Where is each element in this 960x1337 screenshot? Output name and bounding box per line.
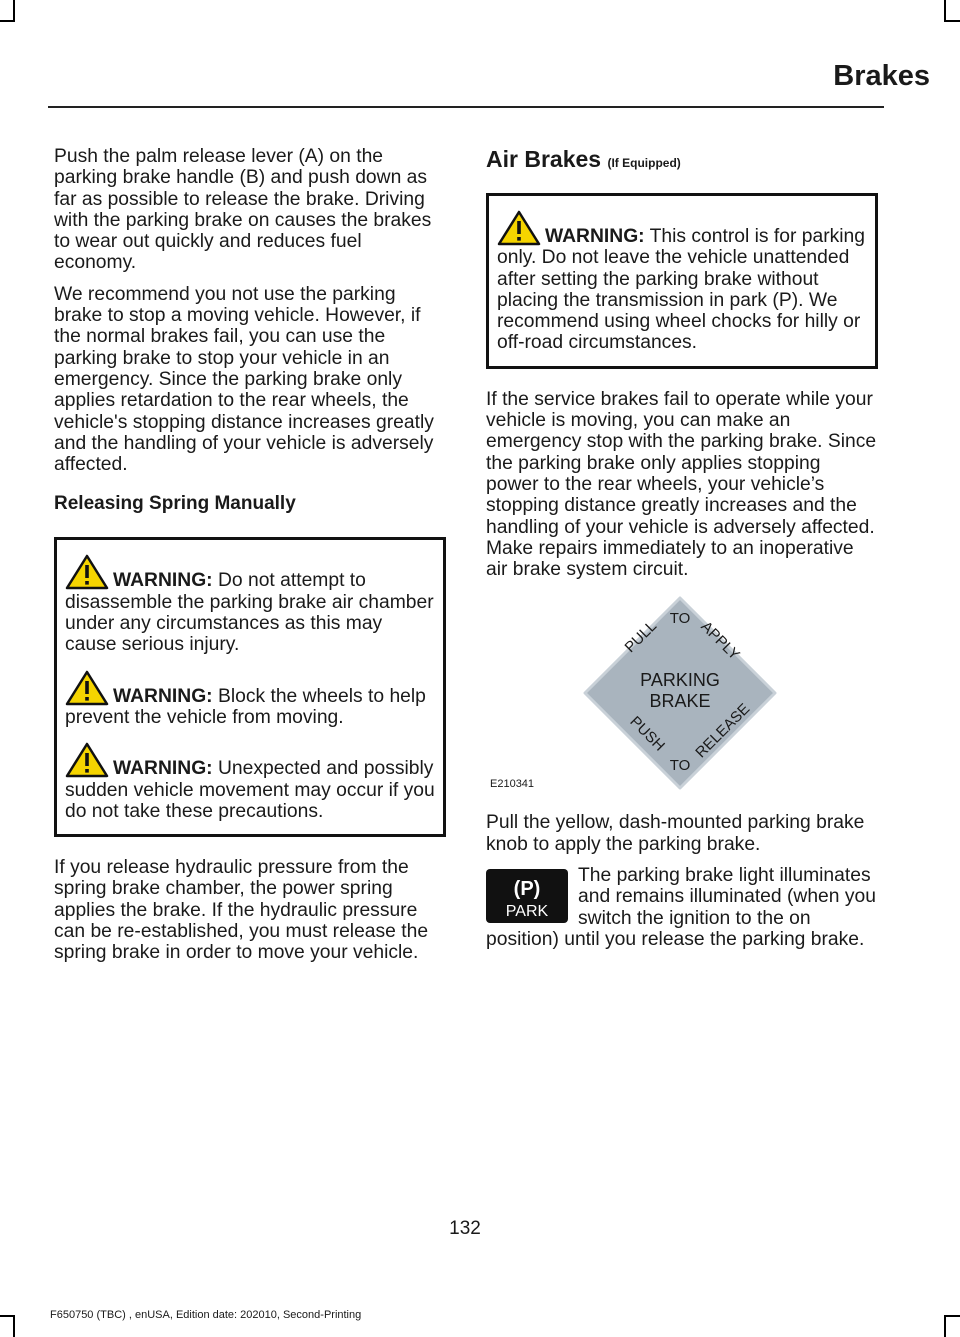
sign-text-to-bottom: TO [669, 757, 691, 775]
heading-note: (If Equipped) [607, 156, 681, 170]
warning-label: WARNING: [113, 570, 213, 592]
right-column [486, 146, 878, 960]
warning-triangle-icon [497, 210, 541, 246]
warning-item [65, 742, 437, 822]
sign-text-push: PUSH [626, 713, 668, 756]
warning-text: Block the wheels to help prevent the vehicle from moving. [65, 685, 426, 728]
park-icon-symbol: (P) [513, 878, 541, 901]
crop-mark [944, 1315, 946, 1337]
left-column [54, 146, 446, 974]
header-rule [48, 106, 884, 108]
paragraph: If the service brakes fail to operate while your vehicle is moving, you can make an emergency stop with the parking brake. Since the parking brake only applies stopping power to the rear wheels, your vehicle’s stopping distance greatly increases and the handling of your vehicle is adversely affected. Make repairs immediately to an inoperative air brake system circuit. [486, 388, 877, 581]
parking-brake-sign-illustration [486, 590, 878, 790]
section-heading [486, 146, 878, 173]
sign-text-brake: BRAKE [649, 691, 711, 712]
crop-mark [0, 1315, 15, 1317]
park-icon-label: PARK [505, 903, 549, 921]
warning-triangle-icon [65, 742, 109, 778]
warning-text: Unexpected and possibly sudden vehicle movement may occur if you do not take these precautions. [65, 758, 435, 822]
paragraph: The parking brake light illuminates and remains illuminated (when you switch the ignition to the on position) until you release the parking brake. [486, 865, 876, 950]
paragraph: Push the palm release lever (A) on the parking brake handle (B) and push down as far as possible to release the brake. Driving with the parking brake on causes the brakes to wear out quickly and reduces fuel economy. [54, 146, 432, 274]
warning-label: WARNING: [113, 758, 213, 780]
crop-mark [944, 20, 960, 22]
sign-text-release: RELEASE [692, 700, 754, 762]
crop-mark [944, 1315, 960, 1317]
warning-box [54, 537, 446, 837]
crop-mark [13, 1315, 15, 1337]
sign-text-parking: PARKING [640, 670, 720, 691]
park-light-paragraph [486, 865, 878, 950]
heading-text: Air Brakes [486, 146, 602, 172]
paragraph: We recommend you not use the parking brake to stop a moving vehicle. However, if the normal brakes fail, you can use the parking brake to stop your vehicle in an emergency. Since the parking brake only applies retardation to the rear wheels, the vehicle's stopping distance increases greatly and the handling of your vehicle is adversely affected. [54, 283, 434, 476]
warning-item [65, 554, 437, 655]
footer-text: F650750 (TBC) , enUSA, Edition date: 202010, Second-Printing [50, 1309, 362, 1321]
warning-label: WARNING: [113, 685, 213, 707]
warning-item [65, 670, 437, 729]
paragraph: If you release hydraulic pressure from the spring brake chamber, the power spring applies the brake. If the hydraulic pressure can be re-established, you must release the spring brake in order to move your vehicle. [54, 857, 429, 964]
warning-item [497, 210, 869, 354]
crop-mark [944, 0, 946, 22]
warning-triangle-icon [65, 670, 109, 706]
crop-mark [0, 20, 15, 22]
section-subheading: Releasing Spring Manually [54, 493, 296, 515]
figure-code: E210341 [490, 778, 535, 791]
parking-brake-sign-figure [486, 590, 878, 790]
sign-text-apply: APPLY [697, 618, 743, 664]
paragraph: Pull the yellow, dash-mounted parking brake knob to apply the parking brake. [486, 812, 865, 855]
page-title: Brakes [833, 60, 930, 92]
warning-text: This control is for parking only. Do not leave the vehicle unattended after setting the parking brake without placing the transmission in park (P). We recommend using wheel chocks for hilly or off-road circumstances. [497, 226, 866, 354]
warning-box [486, 193, 878, 369]
warning-label: WARNING: [545, 226, 645, 247]
parking-brake-warning-light-icon [486, 869, 568, 923]
sign-text-pull: PULL [621, 617, 661, 657]
sign-text-to-top: TO [669, 610, 691, 628]
warning-text: Do not attempt to disassemble the parking brake air chamber under any circumstances as this may cause serious injury. [65, 570, 434, 656]
warning-triangle-icon [65, 554, 109, 590]
crop-mark [13, 0, 15, 22]
page-number: 132 [449, 1218, 481, 1239]
